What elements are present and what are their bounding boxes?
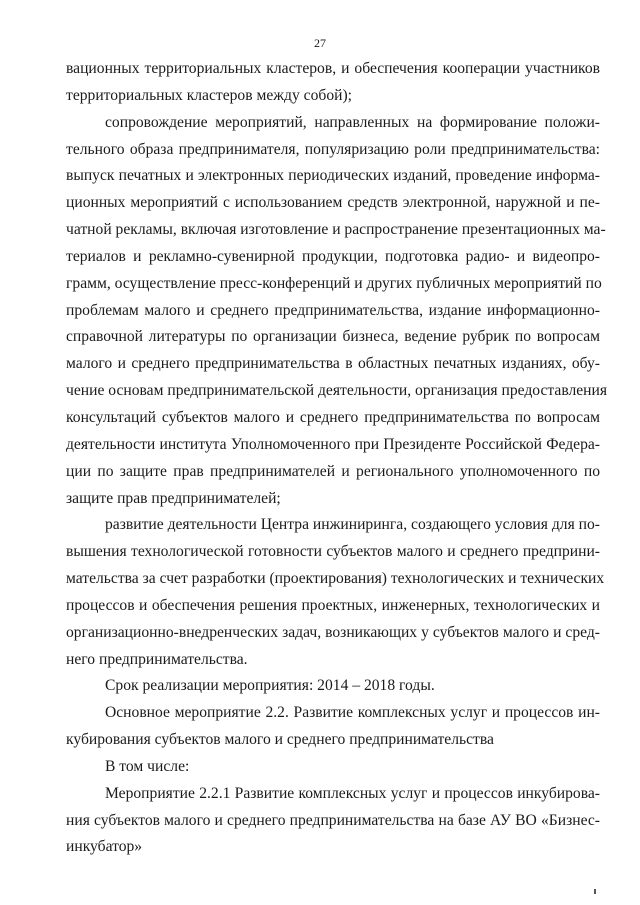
text-line: Основное мероприятие 2.2. Развитие комплексных услуг и процессов ин-: [105, 704, 600, 722]
text-line: В том числе:: [105, 757, 190, 775]
text-line: чение основам предпринимательской деятельности, организация предоставления: [66, 382, 608, 400]
text-line: деятельности института Уполномоченного при Президенте Российской Федера-: [66, 435, 600, 453]
text-line: грамм, осуществление пресс-конференций и других публичных мероприятий по: [66, 274, 602, 292]
text-line: ционных мероприятий с использованием средств электронной, наружной и пе-: [66, 194, 600, 212]
document-body: [66, 56, 608, 861]
text-line: ния субъектов малого и среднего предпринимательства на базе АУ ВО «Бизнес-: [66, 811, 600, 829]
text-line: развитие деятельности Центра инжиниринга, создающего условия для по-: [105, 516, 600, 534]
text-line: кубирования субъектов малого и среднего предпринимательства: [66, 731, 494, 749]
scan-edge-mark: [594, 889, 596, 894]
text-line: мательства за счет разработки (проектирования) технологических и технических: [66, 570, 605, 588]
page-number: 27: [314, 36, 326, 50]
text-line: него предпринимательства.: [66, 650, 248, 668]
text-line: справочной литературы по организации бизнеса, ведение рубрик по вопросам: [66, 328, 600, 346]
text-line: вационных территориальных кластеров, и обеспечения кооперации участников: [66, 60, 600, 77]
text-line: защите прав предпринимателей;: [66, 489, 281, 507]
text-line: территориальных кластеров между собой);: [66, 86, 352, 104]
text-line: консультаций субъектов малого и среднего предпринимательства по вопросам: [66, 408, 600, 426]
text-line: сопровождение мероприятий, направленных на формирование положи-: [105, 113, 600, 131]
text-line: Срок реализации мероприятия: 2014 – 2018 годы.: [105, 677, 435, 695]
text-line: выпуск печатных и электронных периодических изданий, проведение информа-: [66, 167, 600, 185]
text-line: ции по защите прав предпринимателей и регионального уполномоченного по: [66, 462, 600, 480]
text-line: чатной рекламы, включая изготовление и распространение презентационных ма-: [66, 221, 606, 239]
text-line: териалов и рекламно-сувенирной продукции, подготовка радио- и видеопро-: [66, 247, 600, 265]
text-line: инкубатор»: [66, 838, 143, 856]
text-line: проблемам малого и среднего предпринимательства, издание информационно-: [66, 301, 600, 319]
text-line: процессов и обеспечения решения проектных, инженерных, технологических и: [66, 596, 600, 614]
text-line: Мероприятие 2.2.1 Развитие комплексных услуг и процессов инкубирова-: [105, 784, 600, 802]
text-line: тельного образа предпринимателя, популяризацию роли предпринимательства:: [66, 140, 600, 158]
text-line: вышения технологической готовности субъектов малого и среднего предприни-: [66, 543, 600, 561]
text-line: малого и среднего предпринимательства в областных печатных изданиях, обу-: [66, 355, 600, 373]
text-line: организационно-внедренческих задач, возникающих у субъектов малого и сред-: [66, 623, 600, 641]
